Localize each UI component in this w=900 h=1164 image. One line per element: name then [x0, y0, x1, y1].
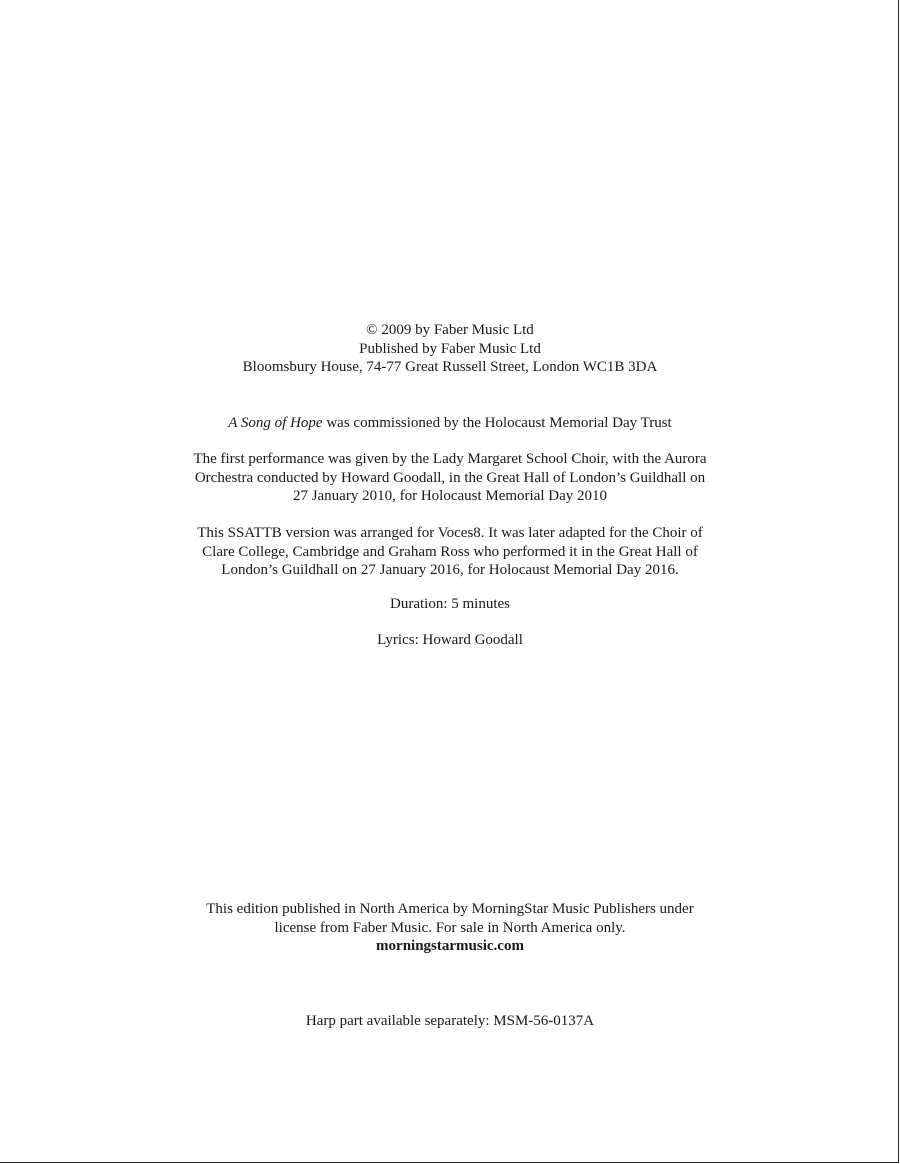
copyright-notice: [0, 321, 900, 377]
arrangement-line: This SSATTB version was arranged for Voces8. It was later adapted for the Choir of: [197, 525, 703, 541]
north-america-edition-note: [0, 900, 900, 956]
first-performance-note: [0, 450, 900, 506]
commission-statement: [0, 414, 900, 433]
first-performance-line: 27 January 2010, for Holocaust Memorial Day 2010: [292, 488, 608, 504]
lyrics-text: Lyrics: Howard Goodall: [377, 632, 523, 648]
arrangement-line: London’s Guildhall on 27 January 2016, for Holocaust Memorial Day 2016.: [221, 562, 679, 578]
arrangement-note: [0, 524, 900, 580]
work-title: A Song of Hope: [228, 415, 323, 431]
harp-part-text: Harp part available separately: MSM-56-0137A: [305, 1013, 595, 1029]
harp-part-note: [0, 1012, 900, 1031]
commission-text: was commissioned by the Holocaust Memorial Day Trust: [322, 415, 672, 431]
publisher-address: Bloomsbury House, 74-77 Great Russell Street, London WC1B 3DA: [242, 359, 658, 375]
duration-note: [0, 595, 900, 614]
lyrics-credit: [0, 631, 900, 650]
publisher-website: morningstarmusic.com: [376, 938, 524, 954]
first-performance-line: Orchestra conducted by Howard Goodall, in the Great Hall of London’s Guildhall on: [194, 469, 706, 486]
license-line: license from Faber Music. For sale in North America only.: [274, 919, 626, 936]
edition-line: This edition published in North America by MorningStar Music Publishers under: [206, 901, 694, 917]
duration-text: Duration: 5 minutes: [390, 596, 510, 612]
arrangement-line: Clare College, Cambridge and Graham Ross who performed it in the Great Hall of: [202, 543, 698, 560]
publisher-line: Published by Faber Music Ltd: [359, 340, 541, 357]
first-performance-line: The first performance was given by the Lady Margaret School Choir, with the Aurora: [193, 451, 707, 467]
commission-line: [0, 414, 900, 433]
copyright-line: © 2009 by Faber Music Ltd: [366, 322, 534, 338]
